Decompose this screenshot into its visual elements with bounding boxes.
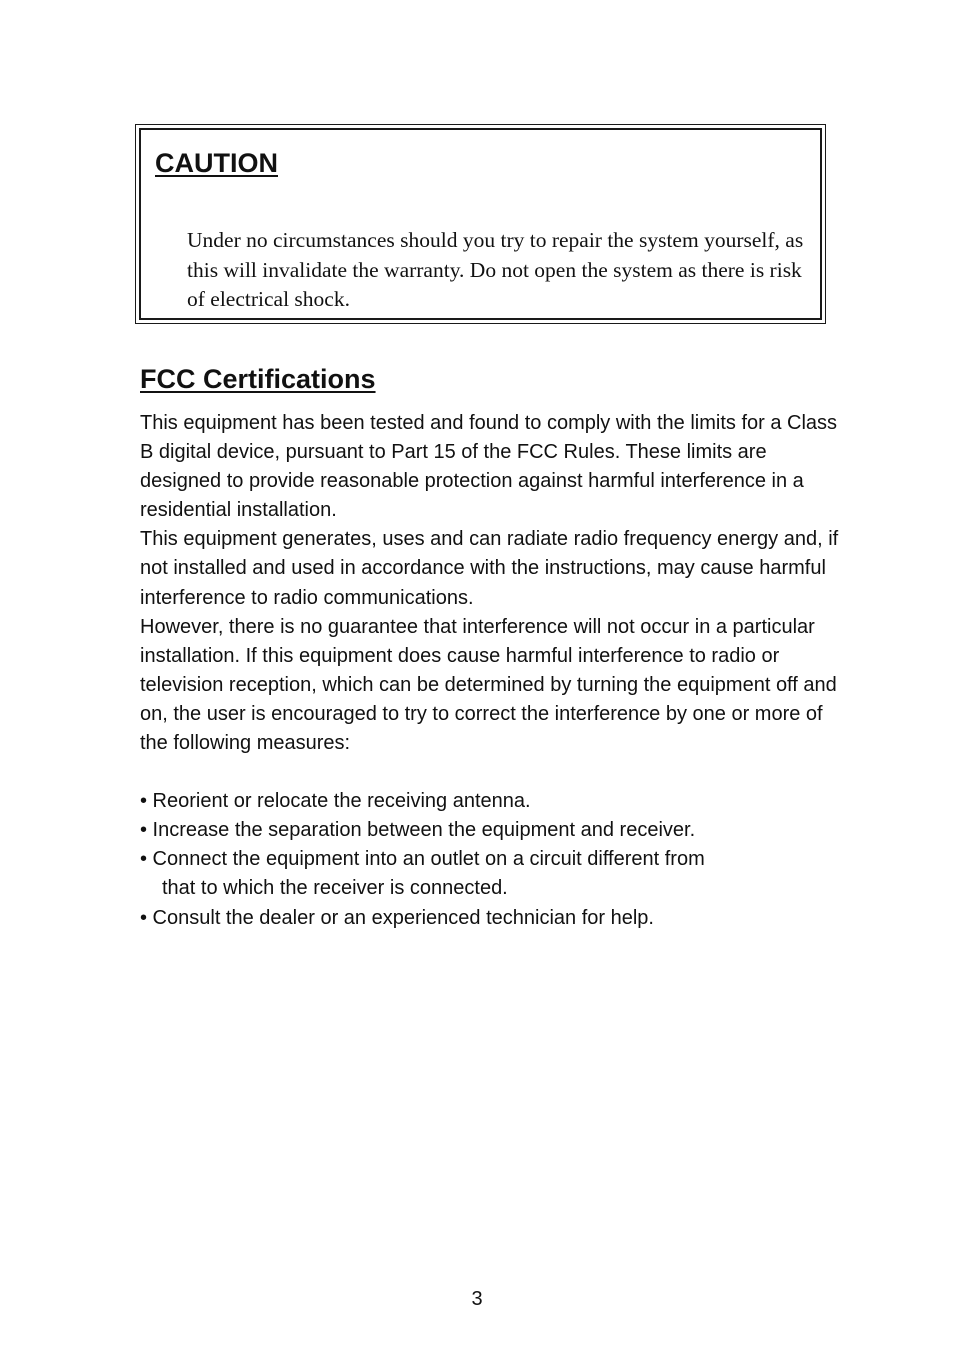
list-item — [140, 816, 840, 845]
fcc-body — [140, 409, 840, 933]
caution-title: CAUTION — [155, 148, 278, 178]
list-item-text: • Consult the dealer or an experienced technician for help. — [140, 906, 654, 929]
list-item — [140, 904, 840, 933]
fcc-paragraph-compliance: This equipment has been tested and found to comply with the limits for a Class B digital device, pursuant to Part 15 of the FCC Rules. These limits are designed to provide reasonable protection against harmful interference in a residential installation. — [140, 412, 838, 522]
fcc-paragraph-radiation: This equipment generates, uses and can radiate radio frequency energy and, if not installed and used in accordance with the instructions, may cause harmful interference to radio communications. — [140, 528, 839, 609]
fcc-paragraph-measures: However, there is no guarantee that interference will not occur in a particular installation. If this equipment does cause harmful interference to radio or television reception, which can be determined by turning the equipment off and on, the user is encouraged to try to correct the interference by one or more of the following measures: — [140, 615, 837, 755]
caution-text: Under no circumstances should you try to repair the system yourself, as this will invalidate the warranty. Do not open the system as there is risk of electrical shock. — [187, 228, 804, 311]
list-item — [140, 845, 840, 903]
list-item — [140, 787, 840, 816]
fcc-title: FCC Certifications — [140, 364, 376, 394]
fcc-measures-list — [140, 787, 840, 932]
list-item-text: • Reorient or relocate the receiving antenna. — [140, 790, 531, 813]
caution-box — [135, 124, 826, 324]
page-number: 3 — [471, 1288, 483, 1310]
caution-box-inner — [139, 128, 822, 320]
list-item-text: • Connect the equipment into an outlet on a circuit different from — [140, 848, 705, 871]
list-item-text: • Increase the separation between the equipment and receiver. — [140, 819, 696, 842]
list-item-continuation: that to which the receiver is connected. — [162, 877, 508, 900]
